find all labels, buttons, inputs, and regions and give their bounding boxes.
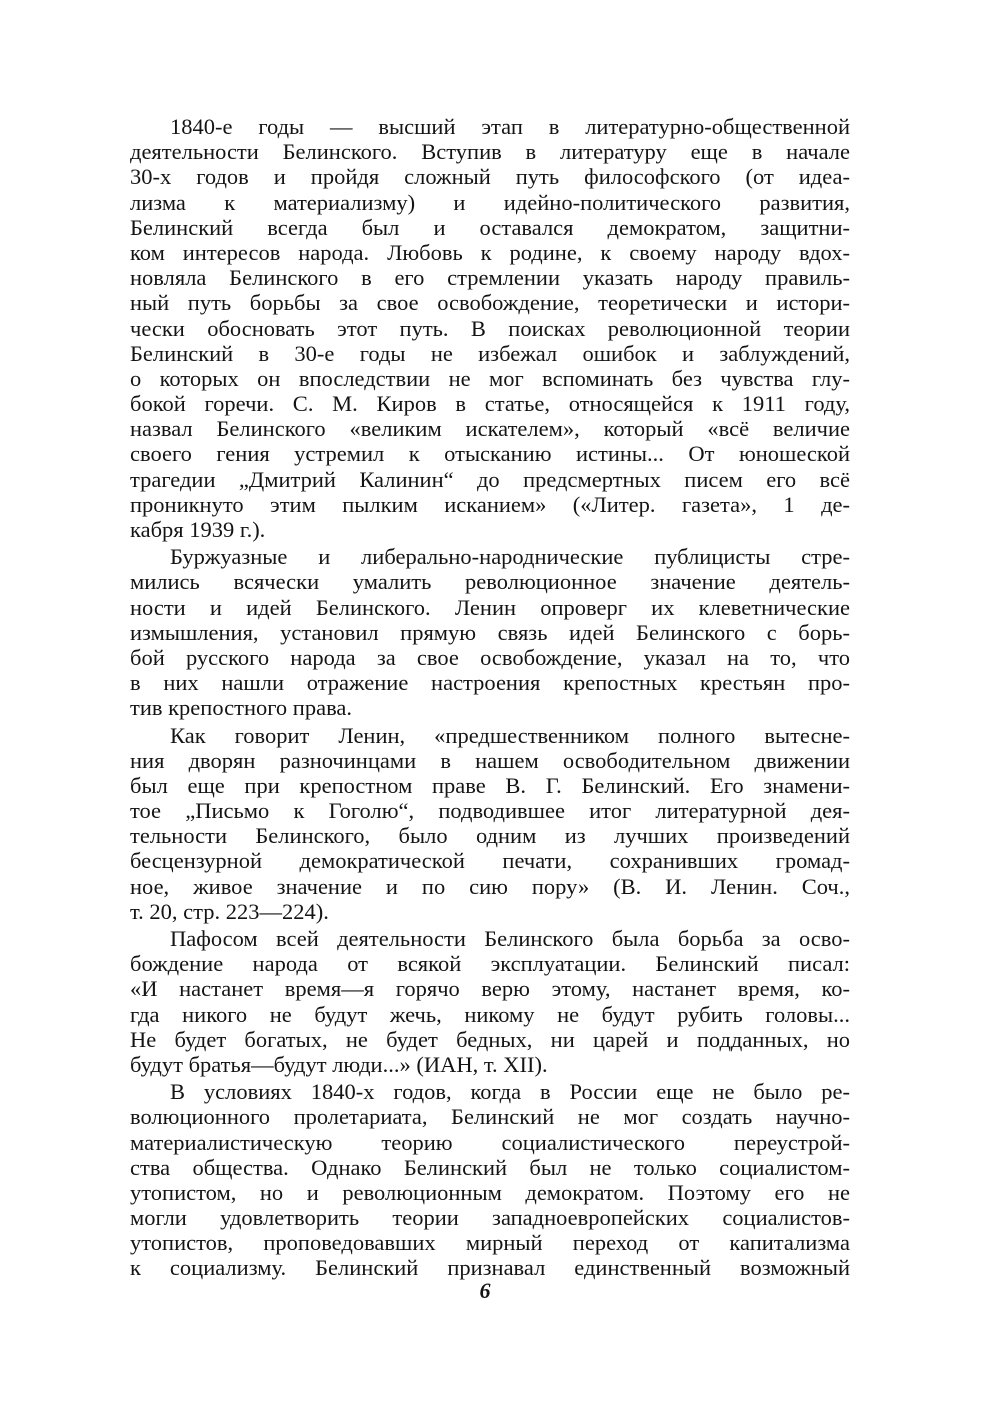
text-line: своего гения устремил к отысканию истины... От юношеской [130, 441, 850, 467]
text-line: назвал Белинского «великим искателем», который «всё величие [130, 416, 850, 442]
text-line: ком интересов народа. Любовь к родине, к своему народу вдох- [130, 239, 850, 265]
text-line: ное, живое значение и по сию пору» (В. И. Ленин. Соч., [130, 873, 850, 899]
text-line: Буржуазные и либерально-народнические публицисты стре- [170, 544, 850, 570]
text-line: ный путь борьбы за свое освобождение, теоретически и истори- [130, 290, 850, 316]
paragraph [130, 1079, 850, 1281]
text-line: в них нашли отражение настроения крепостных крестьян про- [130, 670, 850, 696]
text-line: ности и идей Белинского. Ленин опроверг их клеветнические [130, 594, 850, 620]
text-line: могли удовлетворить теории западноевропейских социалистов- [130, 1205, 850, 1231]
text-line: 1840-е годы — высший этап в литературно-общественной [170, 114, 850, 139]
text-line: гда никого не будут жечь, никому не будут рубить головы... [130, 1001, 850, 1027]
text-line: материалистическую теорию социалистического переустрой- [130, 1129, 850, 1155]
text-line: утопистом, но и революционным демократом. Поэтому его не [130, 1179, 850, 1205]
text-line: тое „Письмо к Гоголю“, подводившее итог литературной дея- [130, 798, 850, 824]
text-line: о которых он впоследствии не мог вспоминать без чувства глу- [130, 365, 850, 391]
paragraph [130, 926, 850, 1077]
text-line: Белинский всегда был и оставался демократом, защитни- [130, 214, 850, 240]
text-line: волюционного пролетариата, Белинский не мог создать научно- [130, 1104, 850, 1130]
paragraph [130, 544, 850, 720]
text-line: будут братья—будут люди...» (ИАН, т. XII). [130, 1051, 548, 1077]
text-line: Пафосом всей деятельности Белинского была борьба за осво- [170, 926, 850, 951]
text-line: трагедии „Дмитрий Калинин“ до предсмертных писем его всё [130, 466, 850, 492]
text-line: кабря 1939 г.). [130, 517, 266, 542]
text-line: измышления, установил прямую связь идей Белинского с борь- [130, 619, 850, 645]
paragraph [130, 114, 850, 542]
text-line: бокой горечи. С. М. Киров в статье, относящейся к 1911 году, [130, 391, 850, 417]
text-line: ния дворян разночинцами в нашем освободительном движении [130, 747, 850, 773]
text-line: ства общества. Однако Белинский был не только социалистом- [130, 1154, 850, 1180]
paragraph [130, 723, 850, 925]
text-line: т. 20, стр. 223—224). [130, 898, 329, 924]
body-text [130, 114, 850, 1281]
text-line: деятельности Белинского. Вступив в литературу еще в начале [130, 139, 850, 165]
text-line: Не будет богатых, не будет бедных, ни царей и подданных, но [130, 1026, 850, 1052]
text-line: к социализму. Белинский признавал единственный возможный [130, 1255, 850, 1281]
text-line: проникнуто этим пылким исканием» («Литер. газета», 1 де- [130, 491, 850, 517]
text-line: Как говорит Ленин, «предшественником полного вытесне- [170, 722, 850, 748]
text-line: чески обосновать этот путь. В поисках революционной теории [130, 315, 850, 341]
text-line: «И настанет время—я горячо верю этому, настанет время, ко- [130, 976, 850, 1002]
text-line: бождение народа от всякой эксплуатации. Белинский писал: [130, 951, 850, 977]
text-line: утопистов, проповедовавших мирный переход от капитализма [130, 1230, 850, 1256]
text-line: тельности Белинского, было одним из лучших произведений [130, 823, 850, 849]
text-line: лизма к материализму) и идейно-политического развития, [130, 189, 850, 215]
text-line: бесцензурной демократической печати, сохранивших громад- [130, 848, 850, 874]
page-number: 6 [479, 1278, 491, 1303]
text-line: бой русского народа за свое освобождение, указал на то, что [130, 644, 850, 670]
text-line: был еще при крепостном праве В. Г. Белинский. Его знамени- [130, 772, 850, 798]
text-line: В условиях 1840-х годов, когда в России еще не было ре- [170, 1079, 850, 1105]
text-line: Белинский в 30-е годы не избежал ошибок и заблуждений, [130, 340, 850, 366]
text-line: мились всячески умалить революционное значение деятель- [130, 569, 850, 595]
text-line: новляла Белинского в его стремлении указать народу правиль- [130, 265, 850, 291]
text-line: тив крепостного права. [130, 695, 353, 721]
text-line: 30-х годов и пройдя сложный путь философского (от идеа- [130, 164, 850, 190]
